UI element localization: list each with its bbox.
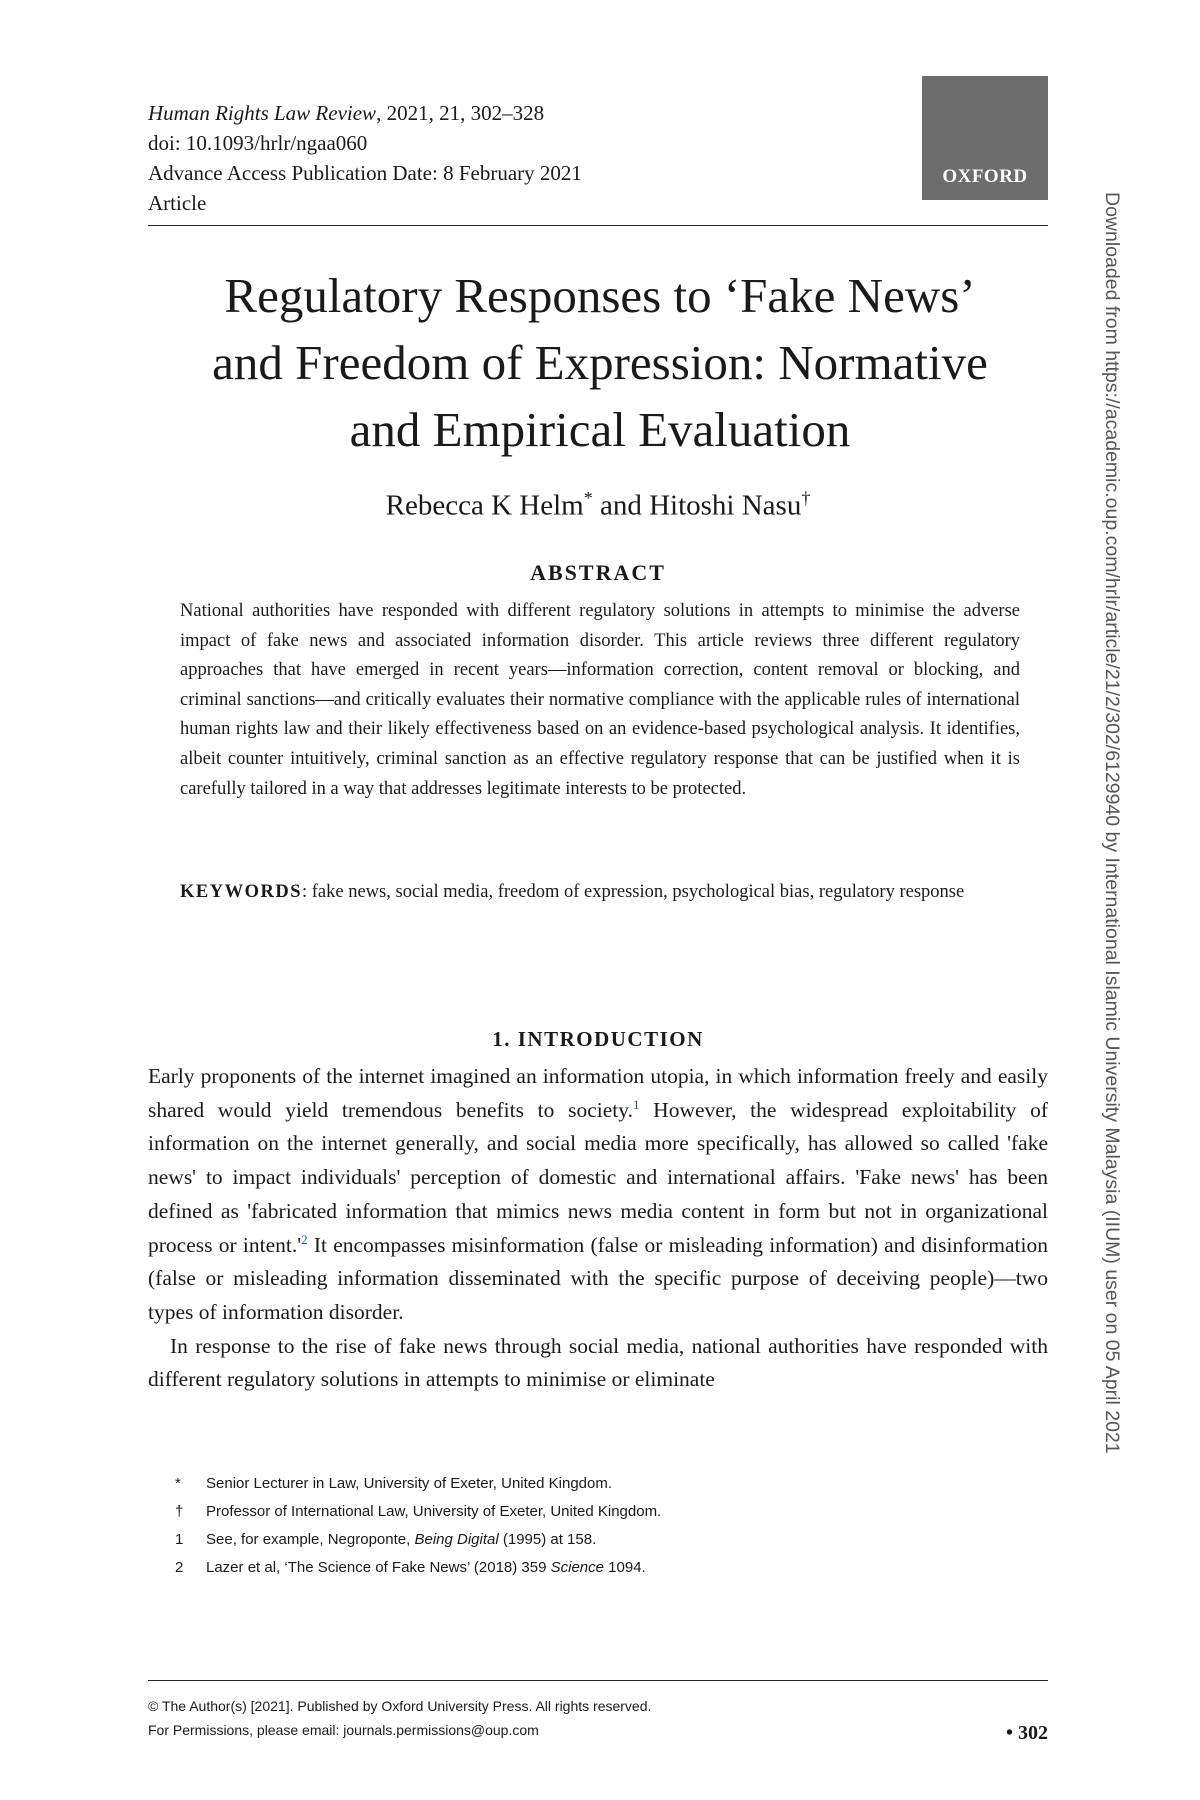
footnote-text: Senior Lecturer in Law, University of Exeter, United Kingdom. bbox=[206, 1475, 613, 1492]
footnote bbox=[175, 1498, 1025, 1526]
keywords-label: KEYWORDS bbox=[180, 882, 302, 902]
footer-divider bbox=[148, 1680, 1048, 1681]
title-line: Regulatory Responses to ‘Fake News’ bbox=[224, 268, 976, 323]
footnote bbox=[175, 1554, 1025, 1582]
footnote-text-part: 1094. bbox=[604, 1559, 646, 1576]
introduction-body bbox=[148, 1060, 1048, 1397]
title-line: and Empirical Evaluation bbox=[349, 402, 851, 457]
paragraph-text: It encompasses misinformation (false or misleading information) and disinformation (false or misleading information disseminated with the specific purpose of deceiving people)—two types of information disorder. bbox=[148, 1232, 1048, 1324]
article-title bbox=[140, 262, 1060, 463]
author-name[interactable]: Hitoshi Nasu bbox=[649, 489, 802, 522]
footnote-text bbox=[206, 1554, 646, 1582]
footnote-text: Professor of International Law, University of Exeter, United Kingdom. bbox=[206, 1503, 662, 1520]
download-stamp: Downloaded from https://academic.oup.com/hrlr/article/21/2/302/6129940 by International Islamic University Malaysia (IIUM) user on 05 April 2021 bbox=[1101, 192, 1123, 1454]
paragraph-text: However, the widespread exploitability of information on the internet generally, and social media more specifically, has allowed so called 'fake news' to impact individuals' perception of domestic and international affairs. 'Fake news' has been defined as 'fabricated information that mimics news media content in form but not in organizational process or intent.' bbox=[148, 1097, 1048, 1257]
title-line: and Freedom of Expression: Normative bbox=[212, 335, 988, 390]
journal-citation bbox=[148, 98, 788, 128]
footnote-mark: 1 bbox=[175, 1531, 184, 1548]
doi-link[interactable]: doi: 10.1093/hrlr/ngaa060 bbox=[148, 131, 368, 155]
footnote bbox=[175, 1526, 1025, 1554]
header-divider bbox=[148, 225, 1048, 226]
footnote-journal-title: Science bbox=[550, 1559, 604, 1576]
journal-name: Human Rights Law Review bbox=[148, 101, 377, 125]
page-number: • 302 bbox=[1005, 1722, 1048, 1744]
article-type: Article bbox=[148, 191, 207, 215]
abstract-text: National authorities have responded with different regulatory solutions in attempts to minimise the adverse impact of fake news and associated information disorder. This article reviews three different regulatory approaches that have emerged in recent years—information correction, content removal or blocking, and criminal sanctions—and critically evaluates their normative compliance with the applicable rules of international human rights law and their likely effectiveness based on an evidence-based psychological analysis. It identifies, albeit counter intuitively, criminal sanction as an effective regulatory response that can be justified when it is carefully tailored in a way that addresses legitimate interests to be protected. bbox=[180, 601, 1020, 799]
author-name[interactable]: Rebecca K Helm bbox=[385, 489, 584, 522]
publication-date: Advance Access Publication Date: 8 February 2021 bbox=[148, 161, 582, 185]
journal-volume-pages: , 2021, 21, 302–328 bbox=[376, 101, 545, 125]
paragraph bbox=[148, 1060, 1048, 1330]
citation-block bbox=[148, 98, 788, 218]
oxford-logo-text: OXFORD bbox=[942, 166, 1028, 187]
oxford-logo bbox=[922, 76, 1048, 200]
footnote-text bbox=[206, 1526, 596, 1554]
author-footnote-mark[interactable]: † bbox=[801, 488, 811, 508]
footnote-ref-2[interactable]: 2 bbox=[301, 1231, 308, 1247]
permissions-notice[interactable]: For Permissions, please email: journals.permissions@oup.com bbox=[148, 1722, 539, 1738]
footnote-mark: † bbox=[175, 1503, 184, 1520]
footnote-text-part: (1995) at 158. bbox=[498, 1531, 597, 1548]
keywords bbox=[180, 878, 1020, 908]
keywords-list: : fake news, social media, freedom of expression, psychological bias, regulatory response bbox=[302, 882, 965, 902]
footnote-mark: 2 bbox=[175, 1559, 184, 1576]
paragraph: In response to the rise of fake news through social media, national authorities have responded with different regulatory solutions in attempts to minimise or eliminate bbox=[148, 1333, 1048, 1392]
footnotes bbox=[175, 1470, 1025, 1582]
footnote-text-part: Lazer et al, ‘The Science of Fake News’ (2018) 359 bbox=[206, 1559, 551, 1576]
abstract-heading: ABSTRACT bbox=[530, 560, 666, 585]
author-conjunction: and bbox=[592, 489, 650, 522]
copyright-block bbox=[148, 1694, 948, 1742]
footnote-ref-1[interactable]: 1 bbox=[632, 1096, 640, 1112]
section-heading-introduction: 1. INTRODUCTION bbox=[492, 1027, 704, 1051]
paragraph-text: Early proponents of the internet imagined an information utopia, in which information freely and easily shared would yield tremendous benefits to society. bbox=[148, 1064, 1048, 1122]
footnote-book-title: Being Digital bbox=[414, 1531, 499, 1548]
footnote bbox=[175, 1470, 1025, 1498]
author-footnote-mark[interactable]: * bbox=[583, 488, 593, 508]
footnote-text-part: See, for example, Negroponte, bbox=[206, 1531, 415, 1548]
copyright-notice: © The Author(s) [2021]. Published by Oxford University Press. All rights reserved. bbox=[148, 1698, 652, 1714]
author-line bbox=[148, 480, 1048, 524]
footnote-mark: * bbox=[175, 1475, 181, 1492]
